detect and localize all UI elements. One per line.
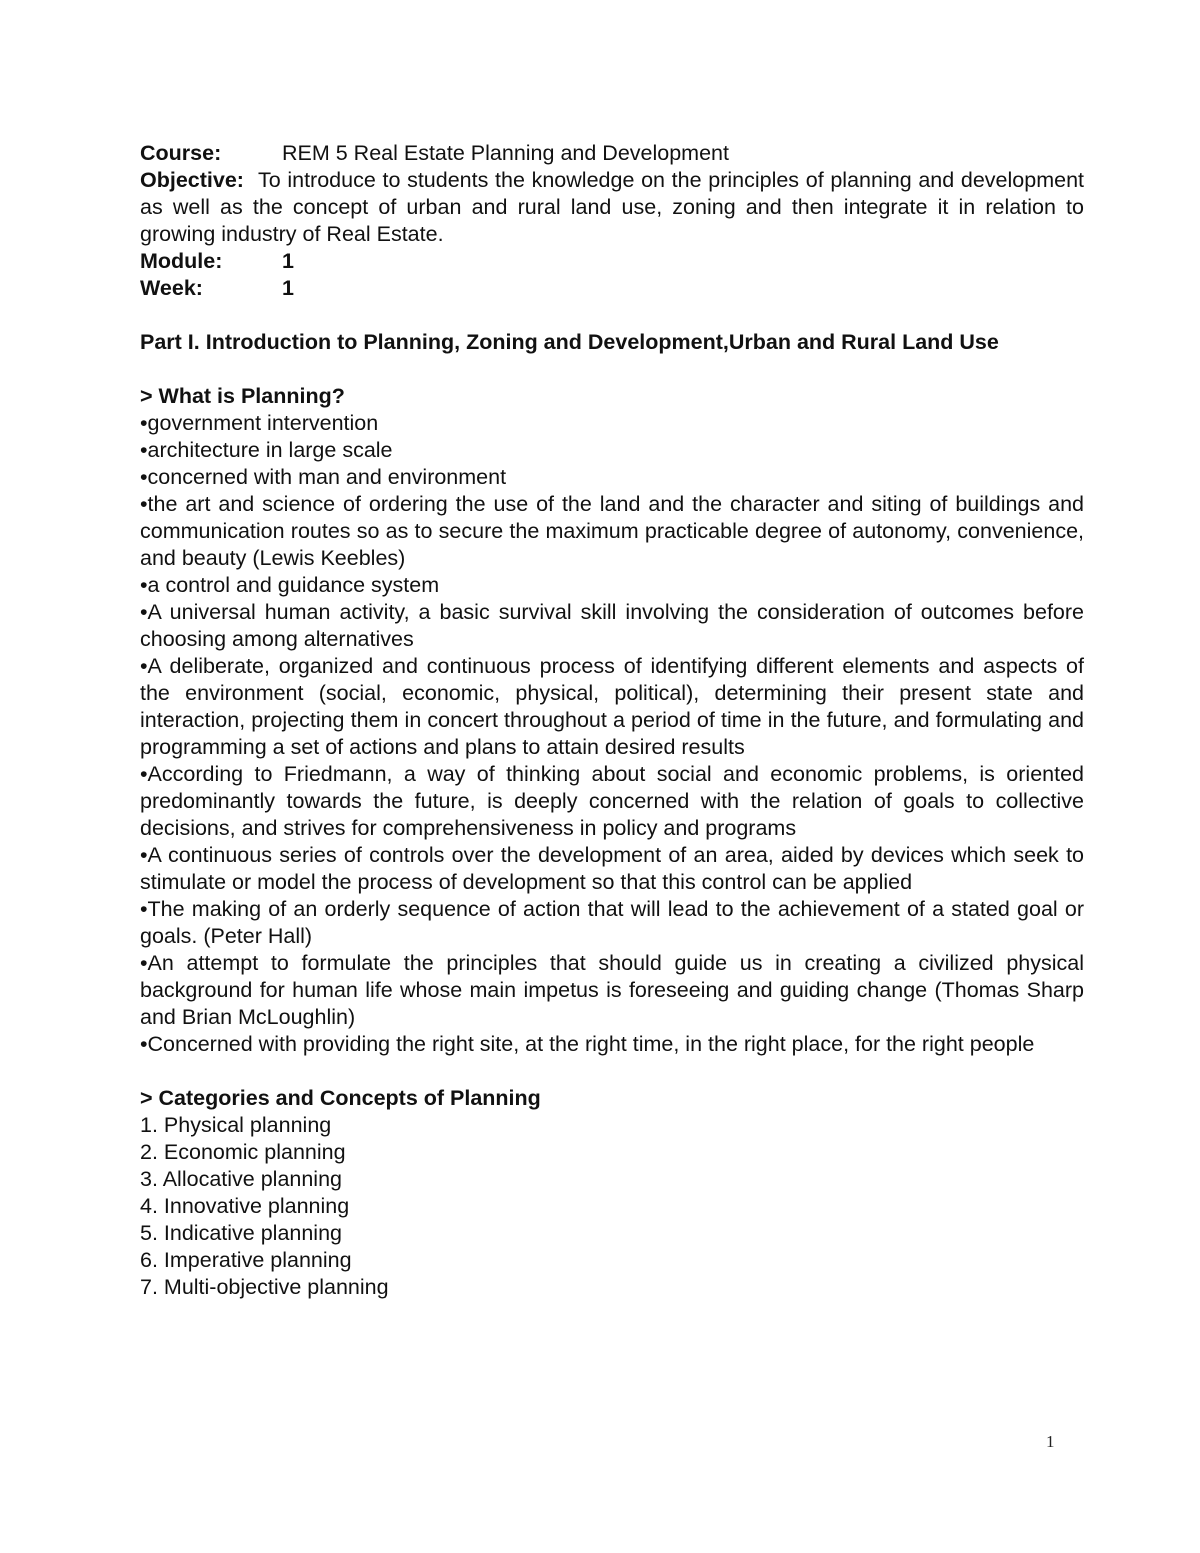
course-value: REM 5 Real Estate Planning and Development: [282, 141, 729, 165]
list-item: 2. Economic planning: [140, 1140, 346, 1164]
objective-label: Objective:: [140, 168, 244, 192]
list-item: •A universal human activity, a basic survival skill involving the consideration of outcomes before choosing among alternatives: [140, 600, 1084, 651]
list-item: 6. Imperative planning: [140, 1248, 352, 1272]
week-value: 1: [282, 276, 294, 300]
list-item: •The making of an orderly sequence of action that will lead to the achievement of a stated goal or goals. (Peter Hall): [140, 897, 1084, 948]
week-label: Week:: [140, 276, 203, 300]
document-page: [140, 140, 1084, 1301]
list-item: 1. Physical planning: [140, 1113, 332, 1137]
categories-heading: > Categories and Concepts of Planning: [140, 1086, 541, 1110]
list-item: 7. Multi-objective planning: [140, 1275, 389, 1299]
list-item: •A deliberate, organized and continuous process of identifying different elements and aspects of the environment (social, economic, physical, political), determining their present state and interaction, projecting them in concert throughout a period of time in the future, and formulating and programming a set of actions and plans to attain desired results: [140, 654, 1084, 759]
page-number: 1: [1046, 1432, 1055, 1451]
course-row: [140, 140, 1084, 167]
list-item: •government intervention: [140, 411, 379, 435]
list-item: 3. Allocative planning: [140, 1167, 343, 1191]
objective-paragraph: [140, 167, 1084, 248]
planning-definitions-list: [140, 410, 1084, 1058]
list-item: •According to Friedmann, a way of thinking about social and economic problems, is oriented predominantly towards the future, is deeply concerned with the relation of goals to collective decisions, and strives for comprehensiveness in policy and programs: [140, 762, 1084, 840]
list-item: •An attempt to formulate the principles that should guide us in creating a civilized physical background for human life whose main impetus is foreseeing and guiding change (Thomas Sharp and Brian McLoughlin): [140, 951, 1084, 1029]
week-row: [140, 275, 1084, 302]
list-item: 5. Indicative planning: [140, 1221, 343, 1245]
list-item: •a control and guidance system: [140, 573, 440, 597]
list-item: •concerned with man and environment: [140, 465, 507, 489]
what-is-planning-heading: > What is Planning?: [140, 384, 345, 408]
categories-list: [140, 1112, 1084, 1301]
module-label: Module:: [140, 249, 223, 273]
module-value: 1: [282, 249, 294, 273]
list-item: •Concerned with providing the right site, at the right time, in the right place, for the right people: [140, 1032, 1035, 1056]
list-item: 4. Innovative planning: [140, 1194, 350, 1218]
module-row: [140, 248, 1084, 275]
objective-text: To introduce to students the knowledge on the principles of planning and development as well as the concept of urban and rural land use, zoning and then integrate it in relation to growing industry of Real Estate.: [140, 168, 1084, 246]
course-label: Course:: [140, 141, 222, 165]
list-item: •architecture in large scale: [140, 438, 393, 462]
list-item: •the art and science of ordering the use of the land and the character and siting of buildings and communication routes so as to secure the maximum practicable degree of autonomy, convenience, and beauty (Lewis Keebles): [140, 492, 1084, 570]
part-title: Part I. Introduction to Planning, Zoning and Development,Urban and Rural Land Use: [140, 330, 999, 354]
list-item: •A continuous series of controls over the development of an area, aided by devices which seek to stimulate or model the process of development so that this control can be applied: [140, 843, 1084, 894]
